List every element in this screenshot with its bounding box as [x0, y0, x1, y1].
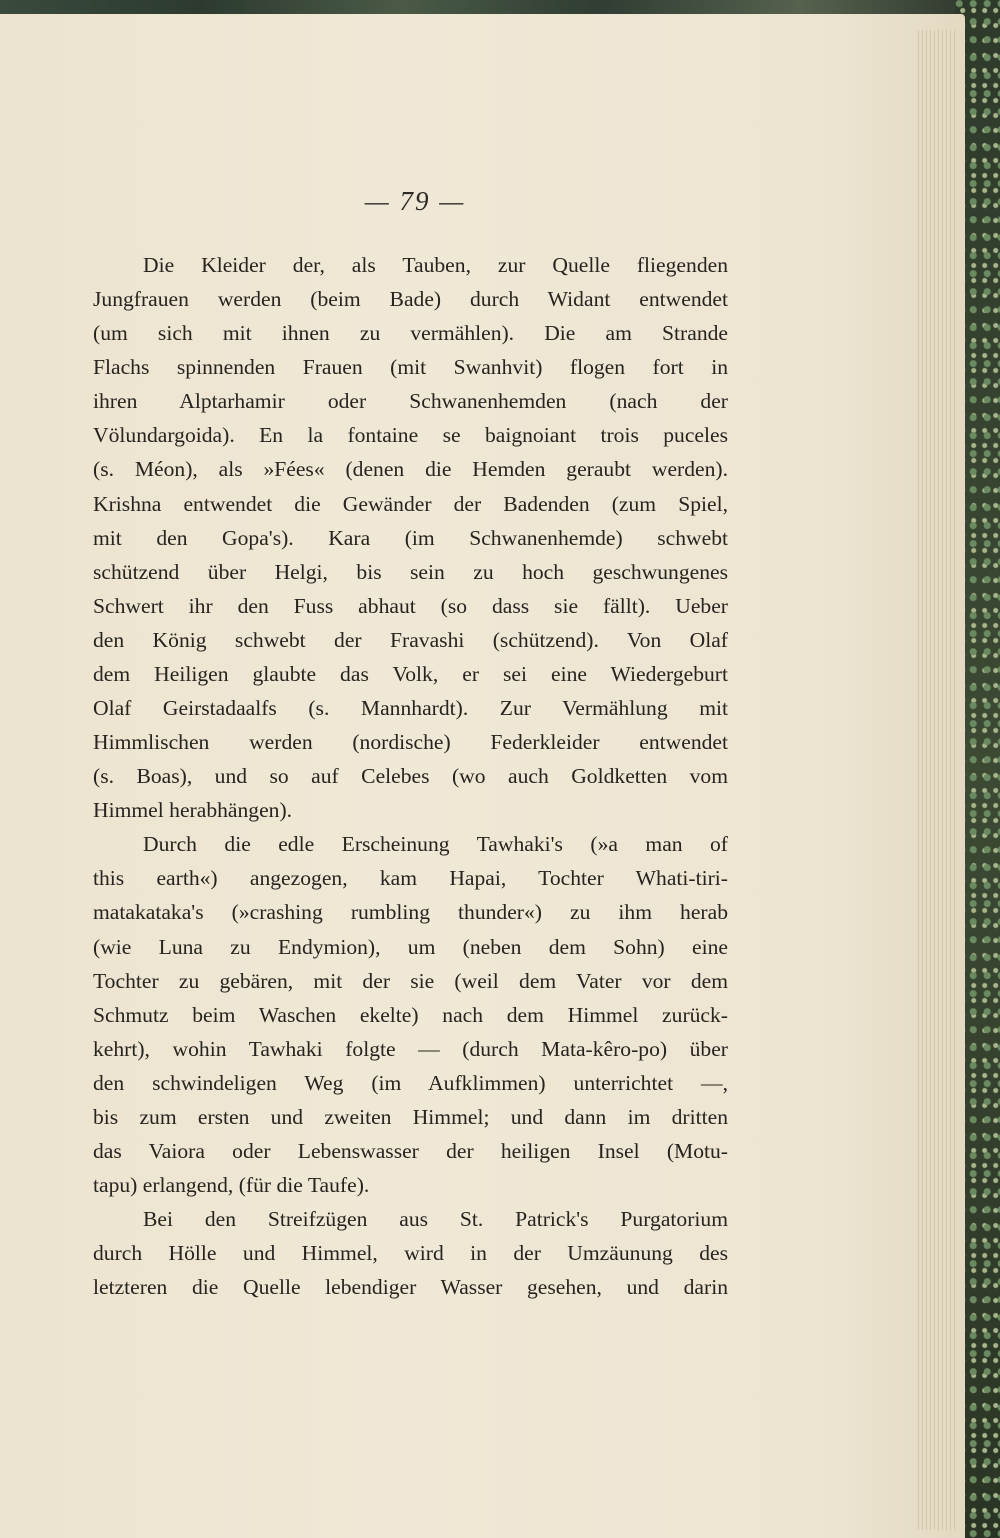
text-line: den schwindeligen Weg (im Aufklimmen) unterrichtet —, — [93, 1070, 728, 1095]
text-line: dem Heiligen glaubte das Volk, er sei eine Wiedergeburt — [93, 661, 728, 686]
text-line: Schmutz beim Waschen ekelte) nach dem Himmel zurück- — [93, 1002, 728, 1027]
text-line: Tochter zu gebären, mit der sie (weil dem Vater vor dem — [93, 968, 728, 993]
text-line: tapu) erlangend, (für die Taufe). — [93, 1173, 370, 1198]
text-line: das Vaiora oder Lebenswasser der heiligen Insel (Motu- — [93, 1139, 728, 1164]
text-line: matakataka's (»crashing rumbling thunder«) zu ihm herab — [93, 900, 728, 925]
text-line: Olaf Geirstadaalfs (s. Mannhardt). Zur Vermählung mit — [93, 696, 728, 721]
text-line: (wie Luna zu Endymion), um (neben dem Sohn) eine — [93, 934, 728, 959]
text-line: Himmel herabhängen). — [93, 798, 293, 823]
text-line: schützend über Helgi, bis sein zu hoch geschwungenes — [93, 559, 728, 584]
text-line: bis zum ersten und zweiten Himmel; und dann im dritten — [93, 1104, 728, 1129]
text-line: Durch die edle Erscheinung Tawhaki's (»a man of — [143, 832, 728, 857]
text-line: Krishna entwendet die Gewänder der Badenden (zum Spiel, — [93, 491, 728, 516]
page-stack-edges — [915, 30, 955, 1530]
text-line: durch Hölle und Himmel, wird in der Umzäunung des — [93, 1241, 728, 1266]
text-line: Bei den Streifzügen aus St. Patrick's Purgatorium — [143, 1207, 728, 1232]
text-line: ihren Alptarhamir oder Schwanenhemden (nach der — [93, 389, 728, 414]
text-line: den König schwebt der Fravashi (schützend). Von Olaf — [93, 627, 728, 652]
text-line: this earth«) angezogen, kam Hapai, Tochter Whati-tiri- — [93, 866, 728, 891]
text-line: Flachs spinnenden Frauen (mit Swanhvit) flogen fort in — [93, 355, 728, 380]
text-line: Völundargoida). En la fontaine se baignoiant trois puceles — [93, 423, 728, 448]
text-line: Schwert ihr den Fuss abhaut (so dass sie fällt). Ueber — [93, 593, 728, 618]
body-text — [93, 248, 728, 1304]
text-line: (s. Méon), als »Fées« (denen die Hemden geraubt werden). — [93, 457, 728, 482]
text-line: mit den Gopa's). Kara (im Schwanenhemde) schwebt — [93, 525, 728, 550]
text-line: kehrt), wohin Tawhaki folgte — (durch Mata-kêro-po) über — [93, 1036, 728, 1061]
text-line: Himmlischen werden (nordische) Federkleider entwendet — [93, 730, 728, 755]
text-line: Jungfrauen werden (beim Bade) durch Widant entwendet — [93, 287, 728, 312]
text-line: (s. Boas), und so auf Celebes (wo auch Goldketten vom — [93, 764, 728, 789]
text-line: Die Kleider der, als Tauben, zur Quelle fliegenden — [143, 253, 728, 277]
text-line: (um sich mit ihnen zu vermählen). Die am Strande — [93, 321, 728, 346]
text-line: letzteren die Quelle lebendiger Wasser gesehen, und darin — [93, 1275, 728, 1300]
page-number: — 79 — — [364, 186, 466, 216]
